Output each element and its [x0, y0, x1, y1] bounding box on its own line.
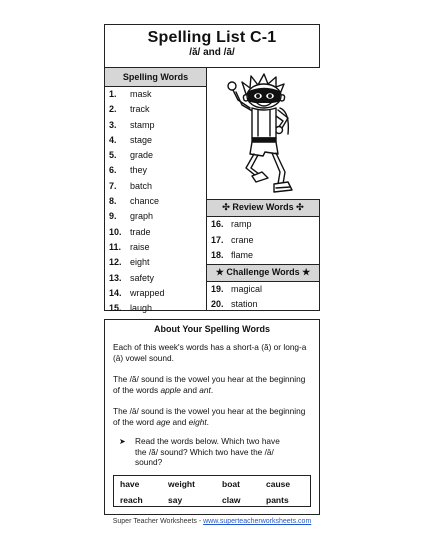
word-row	[105, 118, 206, 133]
word-row	[105, 301, 206, 316]
word-text: laugh	[130, 303, 153, 314]
word-row	[105, 102, 206, 117]
word-number: 10.	[109, 226, 122, 237]
about-paragraph-2: The /ă/ sound is the vowel you hear at the beginning of the words apple and ant.	[113, 374, 306, 395]
sort-word: weight	[168, 479, 195, 489]
word-row	[105, 255, 206, 270]
word-row	[105, 133, 206, 148]
about-paragraph-3: The /ā/ sound is the vowel you hear at the beginning of the word age and eight.	[113, 406, 306, 427]
word-number: 20.	[211, 299, 224, 310]
word-number: 16.	[211, 219, 224, 229]
word-text: graph	[130, 211, 154, 222]
word-number: 13.	[109, 272, 122, 283]
word-text: stage	[130, 134, 153, 145]
word-row	[105, 225, 206, 240]
word-number: 4.	[109, 134, 117, 145]
word-text: track	[130, 104, 150, 115]
word-row	[207, 233, 319, 249]
word-number: 7.	[109, 180, 117, 191]
word-number: 1.	[109, 89, 117, 99]
word-text: eight	[130, 257, 150, 268]
word-row	[105, 286, 206, 301]
word-text: station	[231, 299, 258, 310]
sort-word: have	[120, 479, 140, 489]
sort-word: claw	[222, 495, 241, 505]
sort-word: say	[168, 495, 183, 505]
word-row	[105, 148, 206, 163]
word-text: grade	[130, 150, 154, 161]
cartoon-boy-illustration	[218, 72, 313, 197]
page-subtitle: /ă/ and /ā/	[189, 47, 235, 58]
word-text: magical	[231, 283, 263, 294]
word-number: 3.	[109, 119, 117, 130]
about-header: About Your Spelling Words	[154, 324, 270, 334]
word-number: 12.	[109, 257, 122, 268]
arrow-bullet-icon: ➤	[119, 437, 126, 446]
word-row	[207, 297, 319, 313]
word-row	[105, 163, 206, 178]
word-number: 8.	[109, 196, 117, 207]
challenge-words-list	[207, 282, 319, 313]
word-number: 14.	[109, 287, 122, 298]
word-row	[207, 282, 319, 298]
word-text: safety	[130, 272, 155, 283]
sort-word: pants	[266, 495, 289, 505]
word-number: 19.	[211, 283, 224, 294]
sort-word: reach	[120, 495, 143, 505]
spelling-words-header: Spelling Words	[105, 68, 206, 87]
word-text: wrapped	[130, 287, 165, 298]
review-words-list	[207, 217, 319, 264]
spelling-words-list	[105, 87, 206, 316]
word-number: 18.	[211, 250, 224, 261]
word-number: 9.	[109, 211, 117, 222]
word-row	[105, 179, 206, 194]
word-text: trade	[130, 226, 151, 237]
review-challenge-box	[206, 199, 320, 311]
word-text: batch	[130, 180, 153, 191]
spelling-words-box	[104, 67, 207, 314]
word-number: 15.	[109, 303, 122, 314]
word-number: 11.	[109, 241, 122, 252]
word-row	[207, 217, 319, 233]
word-row	[105, 209, 206, 224]
word-text: raise	[130, 241, 150, 252]
word-row	[105, 240, 206, 255]
word-number: 17.	[211, 234, 224, 245]
challenge-words-header: ★ Challenge Words ★	[207, 264, 319, 282]
review-words-header: ✣ Review Words ✣	[207, 200, 319, 217]
footer	[104, 518, 320, 525]
word-text: chance	[130, 196, 160, 207]
sort-word: cause	[266, 479, 291, 489]
about-box	[104, 319, 320, 515]
word-number: 6.	[109, 165, 117, 176]
word-text: mask	[130, 89, 152, 99]
word-sort-table	[113, 475, 311, 507]
title-box	[104, 24, 320, 68]
sort-word: boat	[222, 479, 240, 489]
word-text: stamp	[130, 119, 155, 130]
word-number: 5.	[109, 150, 117, 161]
page-title: Spelling List C-1	[147, 29, 277, 46]
word-number: 2.	[109, 104, 117, 115]
about-instruction: Read the words below. Which two have the /ă/ sound? Which two have the /ā/ sound?	[135, 436, 280, 467]
word-text: ramp	[231, 219, 252, 229]
word-row	[105, 87, 206, 102]
footer-link[interactable]: www.superteacherworksheets.com	[203, 518, 312, 525]
word-row	[105, 194, 206, 209]
footer-text: Super Teacher Worksheets -	[112, 518, 204, 525]
word-text: flame	[231, 250, 254, 261]
word-row	[105, 271, 206, 286]
about-paragraph-1: Each of this week's words has a short-a (ă) or long-a (ā) vowel sound.	[113, 342, 307, 363]
word-text: they	[130, 165, 148, 176]
word-row	[207, 248, 319, 264]
word-text: crane	[231, 234, 254, 245]
